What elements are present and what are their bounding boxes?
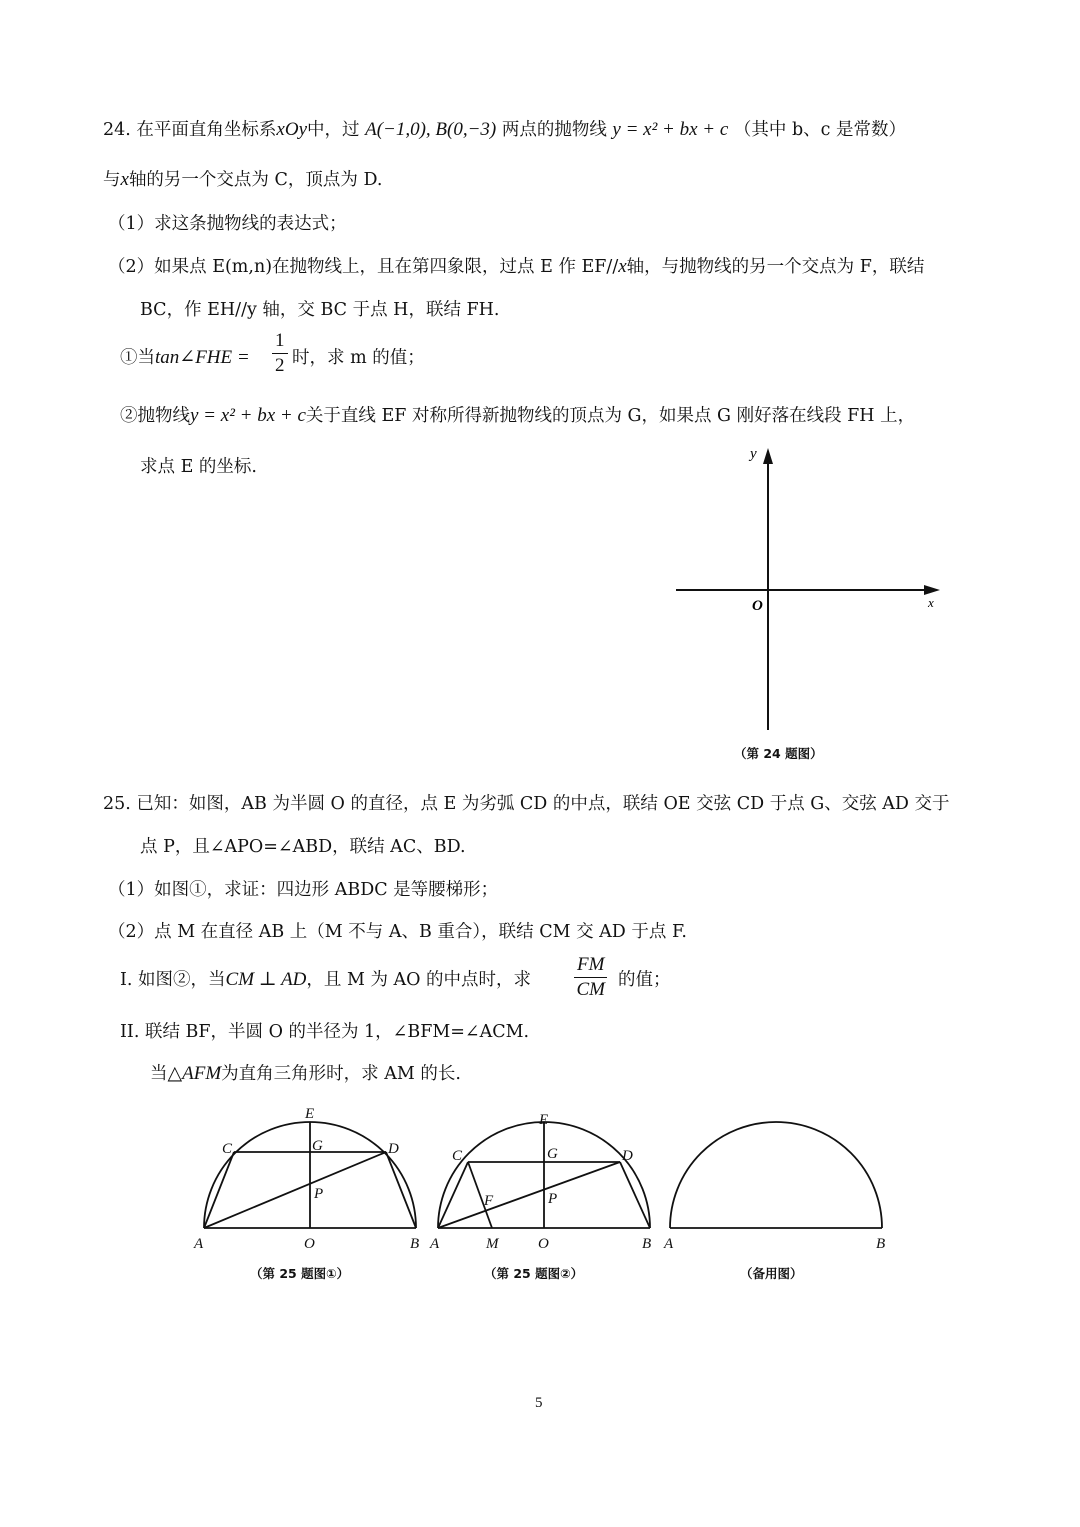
q24-line2-b: 轴的另一个交点为 C，顶点为 D.	[128, 170, 383, 190]
q24-part2	[108, 255, 924, 279]
q25-sub1-num: FM	[574, 954, 607, 978]
fig1-label-b: B	[410, 1236, 420, 1252]
q24-sub1	[120, 346, 250, 370]
q25-sub2-line2-a: 当	[150, 1064, 168, 1084]
q24-line2-a: 与	[103, 170, 121, 190]
q24-stem-a: 在平面直角坐标系	[136, 120, 277, 140]
q24-sub2	[120, 404, 915, 428]
fig1-label-c: C	[222, 1141, 233, 1157]
origin-label: O	[752, 598, 763, 614]
q25-line2: 点 P，且∠APO=∠ABD，联结 AC、BD.	[140, 837, 466, 857]
q24-part2-x: x	[618, 256, 627, 277]
q24-sub1-den: 2	[275, 355, 285, 376]
fig1-label-p: P	[314, 1186, 324, 1202]
q25-figures	[180, 1100, 900, 1260]
q24-sub1-expr: tan∠FHE =	[155, 347, 250, 368]
q24-sub1-fraction	[272, 330, 288, 377]
x-axis-arrow-icon	[924, 585, 940, 595]
fig2-chord-ad	[438, 1162, 620, 1228]
q25-sub1-a: I. 如图②，当	[120, 970, 226, 990]
q24-figure-caption: （第 24 题图）	[734, 746, 823, 761]
fig3-label-b: B	[876, 1236, 886, 1252]
q24-stem-b: 中，过	[307, 120, 360, 140]
q24-sub2-line2: 求点 E 的坐标.	[140, 457, 257, 477]
fig1-label-e: E	[305, 1106, 315, 1122]
q25-sub1-b: ，且 M 为 AO 的中点时，求	[306, 970, 532, 990]
q24-part2-line2: BC，作 EH//y 轴，交 BC 于点 H，联结 FH.	[140, 300, 500, 320]
q25-sub2-line2	[150, 1062, 461, 1086]
fig2-label-m: M	[486, 1236, 499, 1252]
q25-sub1-fraction	[574, 954, 607, 1001]
q25-figure-2	[438, 1122, 650, 1228]
q24-axes-figure	[670, 440, 960, 740]
axis-label-x: x	[928, 595, 934, 610]
q24-line2	[103, 168, 382, 192]
q24-line1	[103, 118, 906, 142]
q24-part2-a: （2）如果点 E(m,n)在抛物线上，且在第四象限，过点 E 作 EF//	[108, 257, 619, 277]
fig2-label-f: F	[484, 1193, 494, 1209]
fig1-chord-ad	[204, 1152, 386, 1228]
q25-part1: （1）如图①，求证：四边形 ABDC 是等腰梯形；	[108, 880, 499, 900]
q25-fig1-caption: （第 25 题图①）	[250, 1266, 350, 1281]
q24-number: 24.	[103, 120, 131, 140]
fig2-label-a: A	[430, 1236, 440, 1252]
q24-x-var: x	[120, 169, 129, 190]
q25-sub1-den: CM	[576, 979, 605, 1000]
y-axis-arrow-icon	[763, 448, 773, 464]
q25-fig3-caption: （备用图）	[740, 1266, 803, 1281]
q25-fig2-caption: （第 25 题图②）	[484, 1266, 584, 1281]
q25-part2: （2）点 M 在直径 AB 上（M 不与 A、B 重合），联结 CM 交 AD 于点 F.	[108, 922, 687, 942]
fig2-label-e: E	[539, 1112, 549, 1128]
fig3-label-a: A	[664, 1236, 674, 1252]
q24-sub2-a: ②抛物线	[120, 406, 190, 426]
fig1-label-a: A	[194, 1236, 204, 1252]
q24-sub1-b: 时，求 m 的值；	[292, 348, 425, 368]
fig2-label-o: O	[538, 1236, 549, 1252]
fig2-label-g: G	[547, 1146, 558, 1162]
q24-sub2-b: 关于直线 EF 对称所得新抛物线的顶点为 G，如果点 G 刚好落在线段 FH 上，	[305, 406, 916, 426]
q24-part1: （1）求这条抛物线的表达式；	[108, 214, 347, 234]
q25-number: 25.	[103, 794, 131, 814]
q24-part2-b: 轴，与抛物线的另一个交点为 F，联结	[626, 257, 925, 277]
q24-sub1-num: 1	[272, 330, 288, 354]
q25-sub2-tri: △AFM	[167, 1063, 222, 1084]
q24-sub2-expr: y = x² + bx + c	[190, 405, 306, 426]
fig3-semicircle	[670, 1122, 882, 1228]
q25-figure-1	[204, 1122, 416, 1228]
fig1-label-o: O	[304, 1236, 315, 1252]
q25-sub1-c: 的值；	[618, 970, 671, 990]
q24-parabola: y = x² + bx + c	[612, 119, 729, 140]
q25-sub1-expr: CM ⊥ AD	[225, 969, 307, 990]
fig1-segment-bd	[386, 1152, 416, 1228]
q25-sub2-line2-b: 为直角三角形时，求 AM 的长.	[221, 1064, 461, 1084]
q25-sub2: II. 联结 BF，半圆 O 的半径为 1，∠BFM=∠ACM.	[120, 1022, 530, 1042]
q24-stem-c: 两点的抛物线	[501, 120, 607, 140]
q24-xoy: xOy	[276, 119, 308, 140]
q24-stem-d: （其中 b、c 是常数）	[733, 120, 907, 140]
q24-points: A(−1,0), B(0,−3)	[365, 119, 497, 140]
fig1-label-g: G	[312, 1138, 323, 1154]
fig2-label-d: D	[622, 1148, 633, 1164]
q24-sub1-a: ①当	[120, 348, 155, 368]
q25-sub1	[120, 968, 531, 992]
q25-line1-text: 已知：如图，AB 为半圆 O 的直径，点 E 为劣弧 CD 的中点，联结 OE 交弦 CD 于点 G、交弦 AD 交于	[136, 794, 950, 814]
q25-figure-backup	[670, 1122, 882, 1228]
fig2-label-p: P	[548, 1191, 558, 1207]
q25-line1	[103, 792, 950, 816]
fig1-label-d: D	[388, 1141, 399, 1157]
fig2-label-b: B	[642, 1236, 652, 1252]
axis-label-y: y	[750, 446, 757, 462]
fig2-label-c: C	[452, 1148, 463, 1164]
page-number: 5	[535, 1395, 543, 1411]
